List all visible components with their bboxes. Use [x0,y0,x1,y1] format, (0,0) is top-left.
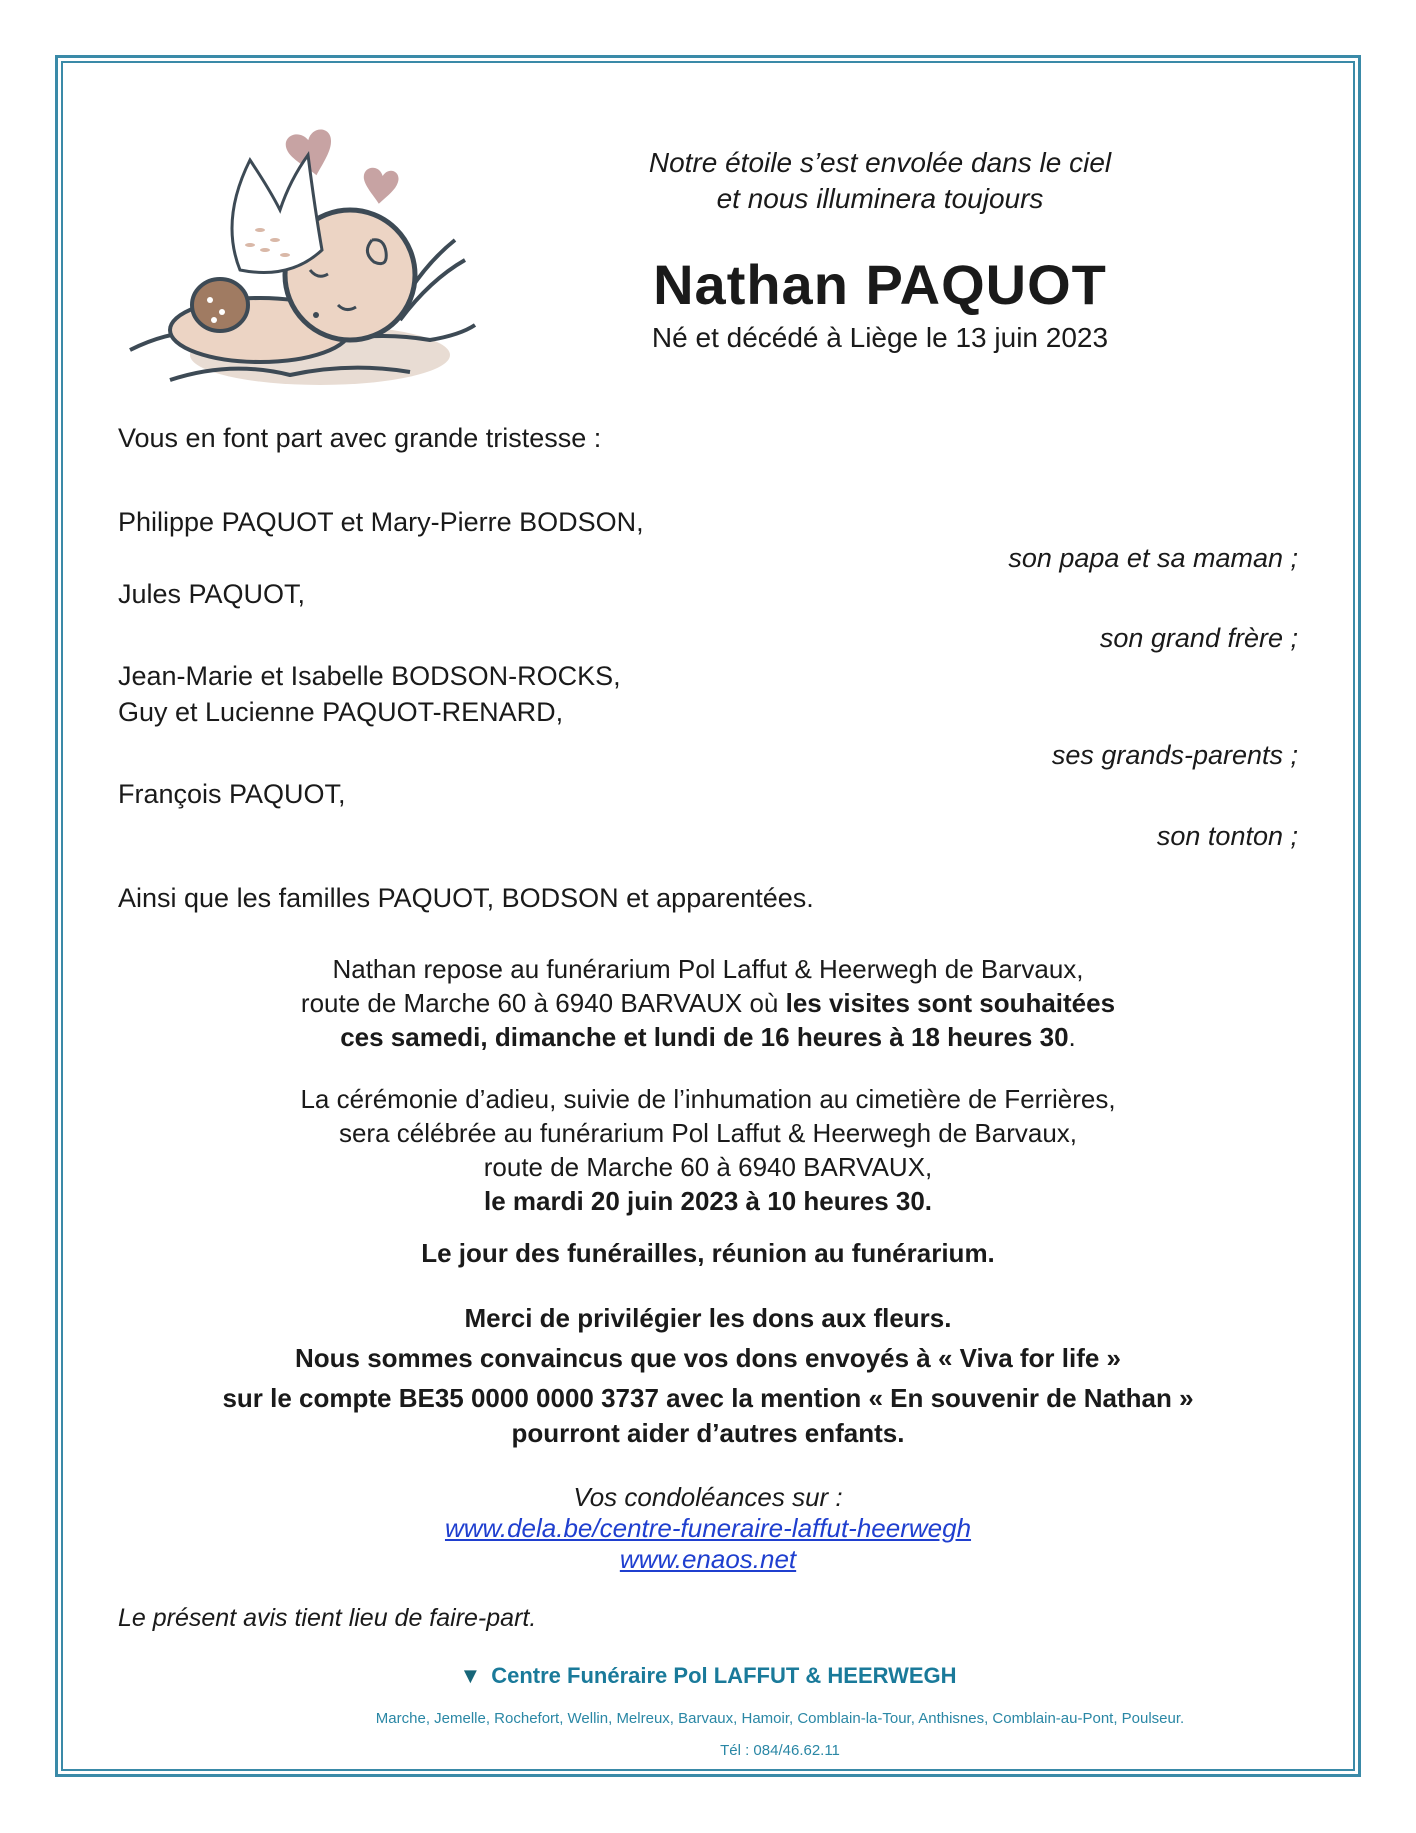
family-role-0: son papa et sa maman ; [1008,543,1298,573]
triangle-down-icon: ▼ [459,1663,482,1688]
tagline-line-2: et nous illuminera toujours [716,183,1044,214]
family-names-1: Jules PAQUOT, [118,579,306,609]
ceremony-line-3: route de Marche 60 à 6940 BARVAUX, [483,1152,933,1182]
visitation-line-2 [120,986,1296,1020]
gathering-text: Le jour des funérailles, réunion au funérarium. [421,1238,995,1268]
notice-text: Le présent avis tient lieu de faire-part. [118,1604,537,1632]
condolences-link-enaos[interactable]: www.enaos.net [619,1544,797,1574]
donations-line-2: Nous sommes convaincus que vos dons envoyés à « Viva for life » [294,1343,1122,1373]
visitation-line-3 [120,1020,1296,1054]
family-role-1: son grand frère ; [1099,623,1298,653]
tagline-line-1: Notre étoile s’est envolée dans le ciel [648,147,1112,178]
angel-baby-icon [110,100,490,400]
ceremony-datetime: le mardi 20 juin 2023 à 10 heures 30. [483,1186,933,1216]
funeral-home-towns: Marche, Jemelle, Rochefort, Wellin, Melreux, Barvaux, Hamoir, Comblain-la-Tour, Anthisnes, Comblain-au-Pont, Poulseur. [375,1710,1185,1727]
deceased-name: Nathan PAQUOT [653,253,1107,316]
visitation-block [120,952,1296,1054]
funeral-home-phone: Tél : 084/46.62.11 [720,1742,840,1759]
families-line: Ainsi que les familles PAQUOT, BODSON et apparentées. [118,883,814,913]
funeral-home-label: Centre Funéraire Pol LAFFUT & HEERWEGH [491,1663,957,1688]
ceremony-block [120,1082,1296,1218]
condolences-link-dela[interactable]: www.dela.be/centre-funeraire-laffut-heerwegh [444,1513,972,1543]
birth-death-dates: Né et décédé à Liège le 13 juin 2023 [651,322,1109,353]
condolences-block [120,1482,1296,1575]
donations-block [120,1298,1296,1448]
family-names-0: Philippe PAQUOT et Mary-Pierre BODSON, [118,507,644,537]
family-role-2: ses grands-parents ; [1051,740,1298,770]
ceremony-line-2: sera célébrée au funérarium Pol Laffut & Heerwegh de Barvaux, [338,1118,1078,1148]
donations-line-3: sur le compte BE35 0000 0000 3737 avec la mention « En souvenir de Nathan » [222,1383,1194,1413]
visitation-line-1: Nathan repose au funérarium Pol Laffut & Heerwegh de Barvaux, [332,954,1084,984]
visitation-hours-intro: les visites sont souhaitées [785,988,1116,1018]
donations-line-4: pourront aider d’autres enfants. [511,1418,905,1448]
visitation-hours: ces samedi, dimanche et lundi de 16 heures à 18 heures 30 [340,1022,1069,1052]
condolences-label: Vos condoléances sur : [573,1482,843,1512]
family-names-2b: Guy et Lucienne PAQUOT-RENARD, [118,697,564,727]
funeral-home-name [120,1663,1296,1689]
family-names-3: François PAQUOT, [118,779,346,809]
donations-line-1: Merci de privilégier les dons aux fleurs. [464,1303,952,1333]
angel-baby-illustration [110,100,490,400]
ceremony-line-1: La cérémonie d’adieu, suivie de l’inhumation au cimetière de Ferrières, [300,1084,1116,1114]
intro-text: Vous en font part avec grande tristesse : [118,423,602,453]
family-role-3: son tonton ; [1156,821,1298,851]
visitation-address: route de Marche 60 à 6940 BARVAUX où [300,988,786,1018]
visitation-period: . [1068,1022,1076,1052]
family-names-2a: Jean-Marie et Isabelle BODSON-ROCKS, [118,661,621,691]
tagline [600,145,1160,217]
